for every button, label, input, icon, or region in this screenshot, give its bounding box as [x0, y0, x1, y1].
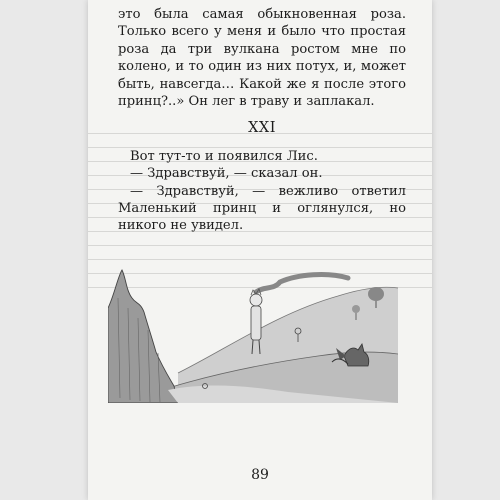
paragraph: — Здравствуй, — вежливо ответил Маленький принц и оглянулся, но никого не увидел.: [118, 183, 406, 234]
page-number: 89: [251, 467, 269, 483]
paragraph: — Здравствуй, — сказал он.: [130, 166, 323, 182]
chapter-heading: XXI: [248, 120, 276, 137]
paragraph: Вот тут-то и появился Лис.: [130, 148, 318, 164]
page-text: [118, 6, 406, 235]
paragraph: это была самая обыкновенная роза. Только всего у меня и было что простая роза да три вулкана ростом мне по колено, и то один из них потух, и, может быть, навсегда… Какой же я после этого принц?..» Он лег в траву и заплакал.: [118, 7, 406, 110]
book-page: [88, 0, 432, 500]
illustration: [108, 268, 398, 403]
